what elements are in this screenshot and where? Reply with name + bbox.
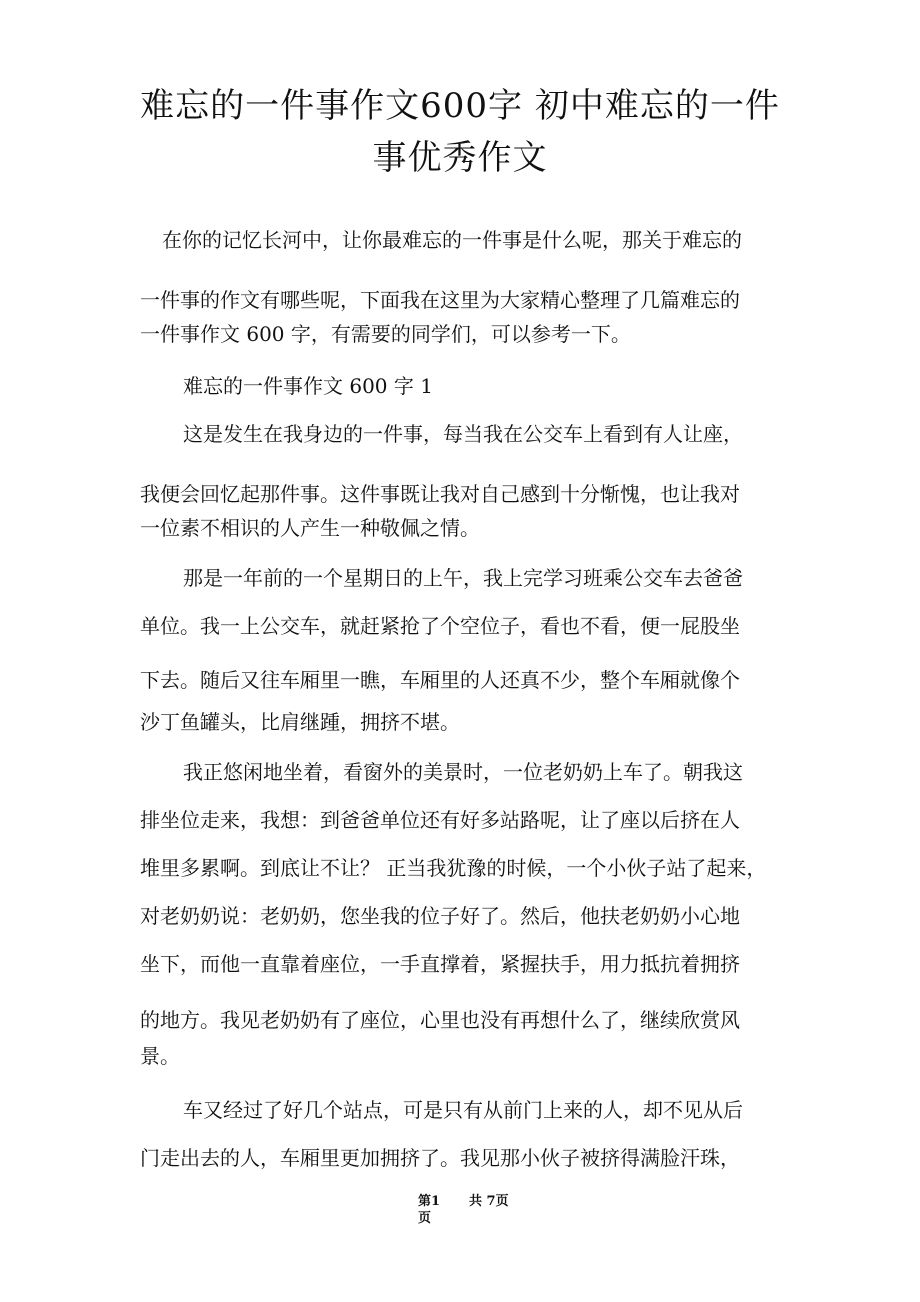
text-line: 一位素不相识的人产生一种敬佩之情。 (140, 516, 480, 540)
page-number-suffix: 页 (418, 1211, 432, 1226)
text-line: 一件事作文 600 字，有需要的同学们，可以参考一下。 (140, 322, 631, 346)
text-line: 景。 (140, 1044, 180, 1068)
title-line-1: 难忘的一件事作文600字 初中难忘的一件 (140, 86, 780, 126)
text-line: 坐下，而他一直靠着座位，一手直撑着，紧握扶手，用力抵抗着拥挤 (140, 952, 740, 976)
text-line: 的地方。我见老奶奶有了座位，心里也没有再想什么了，继续欣赏风 (140, 1008, 740, 1032)
text-line: 沙丁鱼罐头，比肩继踵，拥挤不堪。 (140, 710, 460, 734)
text-line: 对老奶奶说：老奶奶，您坐我的位子好了。然后，他扶老奶奶小心地 (140, 904, 740, 928)
text-line: 一件事的作文有哪些呢，下面我在这里为大家精心整理了几篇难忘的 (140, 288, 740, 312)
page-total: 共 7页 (469, 1194, 509, 1209)
title-line-2: 事优秀作文 (372, 138, 548, 178)
page-number: 第1 (418, 1194, 441, 1209)
text-line: 堆里多累啊。到底让不让？ 正当我犹豫的时候，一个小伙子站了起来， (140, 856, 767, 880)
text-line: 那是一年前的一个星期日的上午，我上完学习班乘公交车去爸爸 (183, 566, 743, 590)
text-line: 我便会回忆起那件事。这件事既让我对自己感到十分惭愧，也让我对 (140, 482, 740, 506)
essay-heading: 难忘的一件事作文 600 字 1 (183, 374, 433, 398)
text-line: 单位。我一上公交车，就赶紧抢了个空位子，看也不看，便一屁股坐 (140, 614, 740, 638)
document-title (120, 80, 800, 184)
text-line: 我正悠闲地坐着，看窗外的美景时，一位老奶奶上车了。朝我这 (183, 760, 743, 784)
text-line: 在你的记忆长河中，让你最难忘的一件事是什么呢，那关于难忘的 (162, 228, 742, 252)
text-line: 这是发生在我身边的一件事，每当我在公交车上看到有人让座， (183, 422, 743, 446)
text-line: 下去。随后又往车厢里一瞧，车厢里的人还真不少，整个车厢就像个 (140, 668, 740, 692)
text-line: 排坐位走来，我想：到爸爸单位还有好多站路呢，让了座以后挤在人 (140, 808, 740, 832)
text-line: 车又经过了好几个站点，可是只有从前门上来的人，却不见从后 (183, 1098, 743, 1122)
text-line: 门走出去的人，车厢里更加拥挤了。我见那小伙子被挤得满脸汗珠， (140, 1146, 740, 1170)
